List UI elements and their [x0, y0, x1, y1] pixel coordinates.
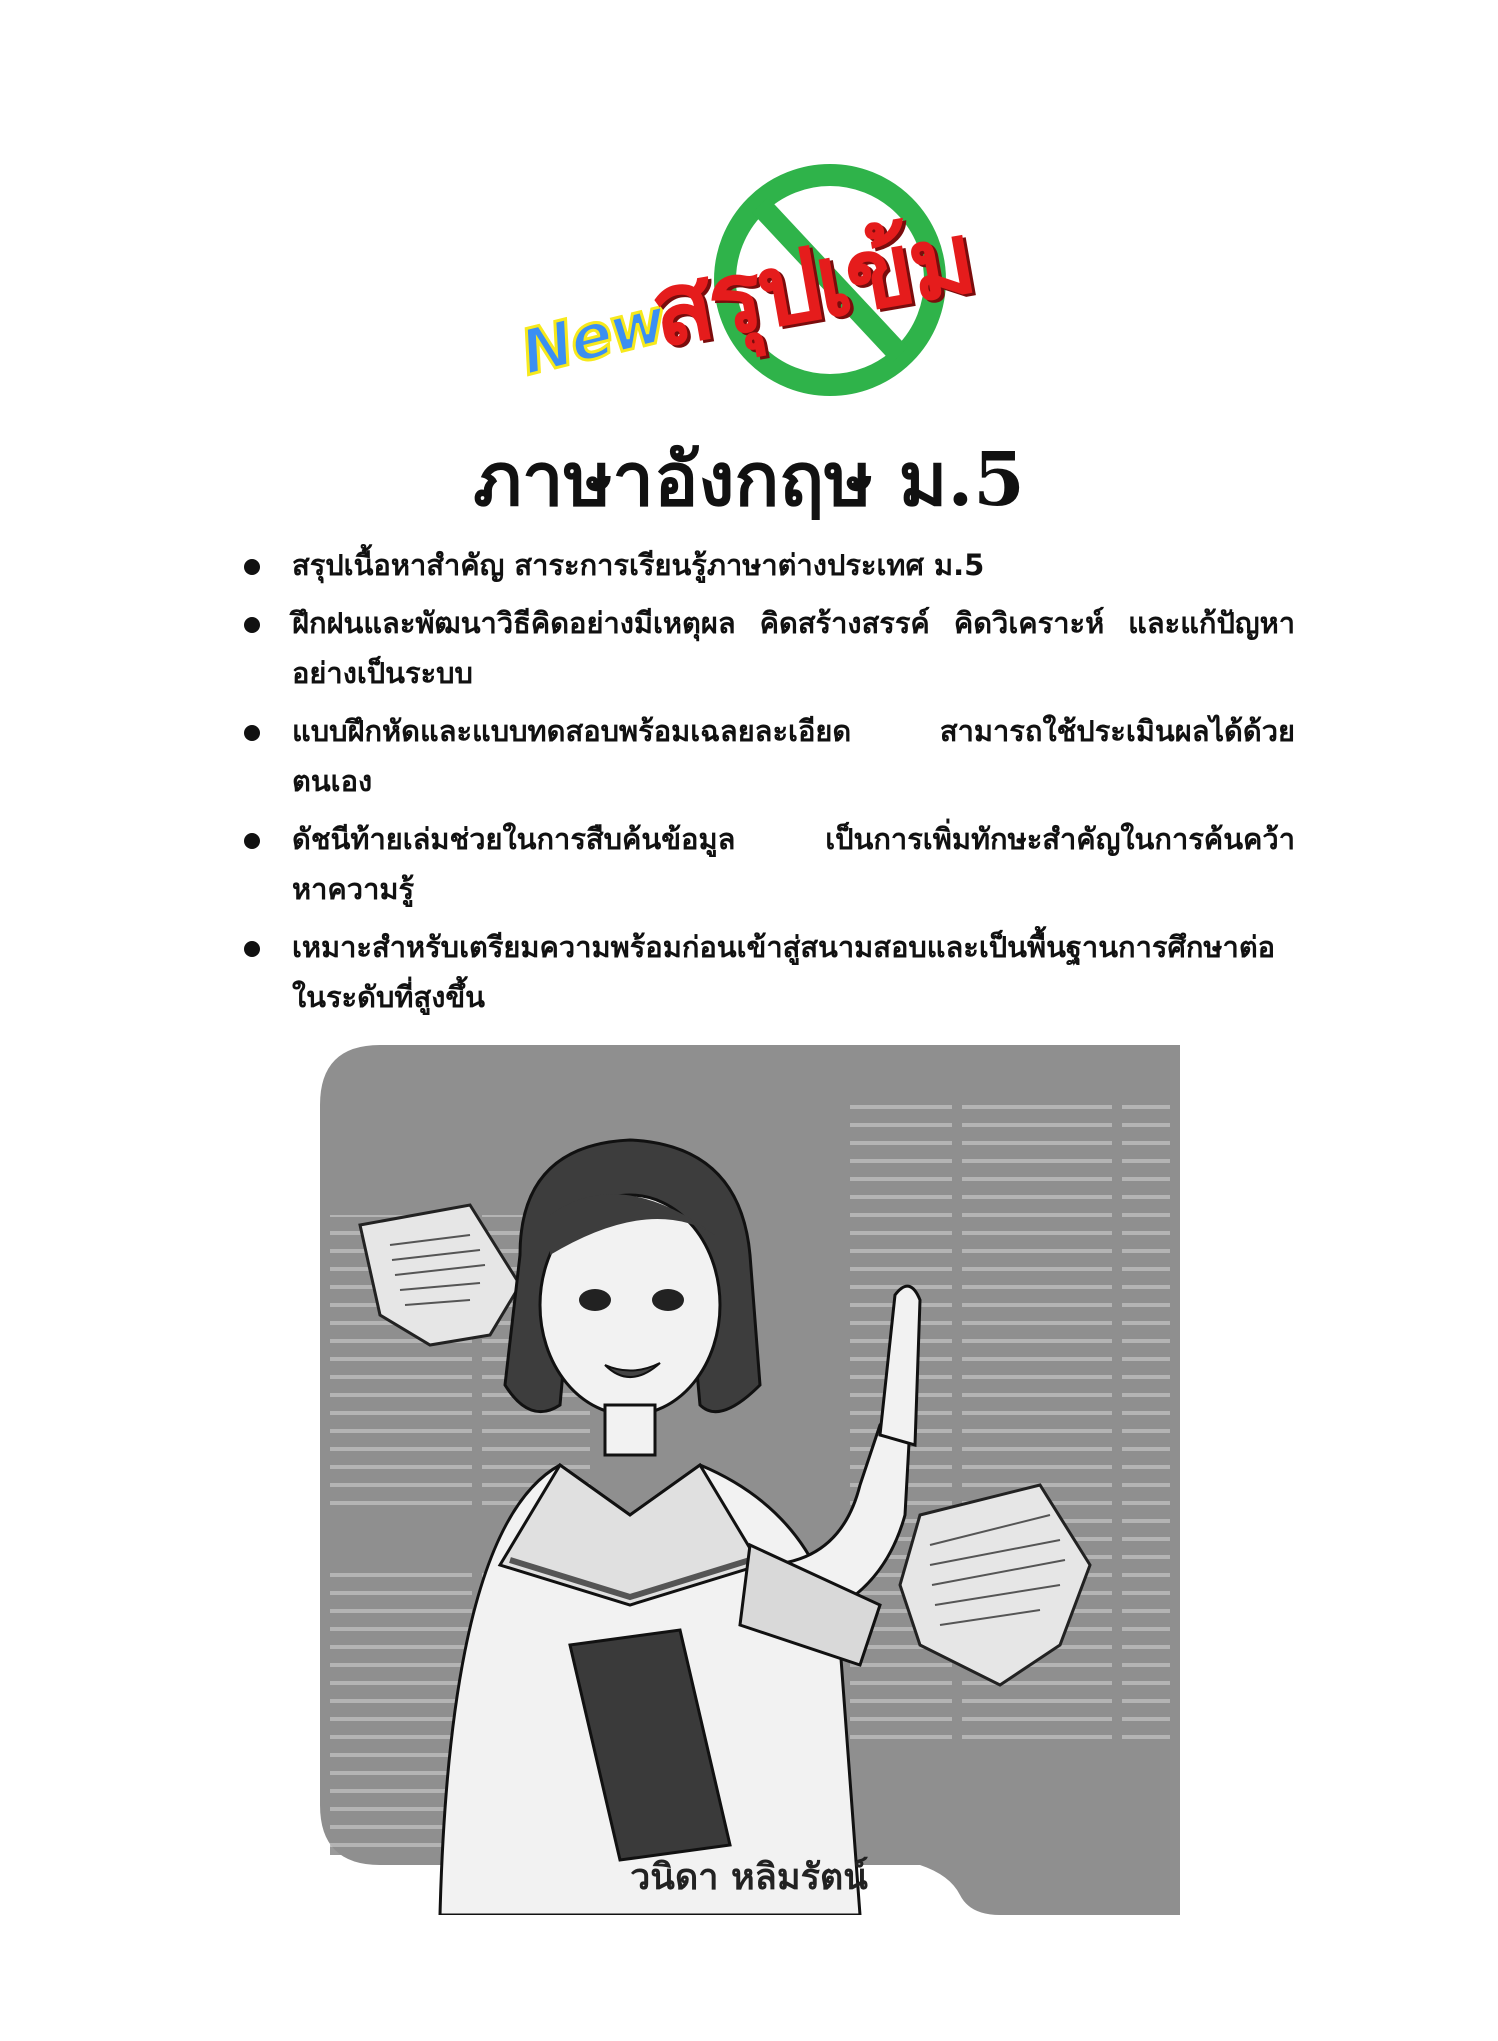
bullet-icon [244, 559, 260, 575]
bullet-icon [244, 941, 260, 957]
bullet-icon [244, 833, 260, 849]
cover-illustration [320, 1045, 1180, 1915]
feature-item [240, 598, 1295, 698]
feature-list [240, 540, 1295, 1030]
feature-item [240, 814, 1295, 914]
feature-text: ฝึกฝนและพัฒนาวิธีคิดอย่างมีเหตุผล คิดสร้างสรรค์ คิดวิเคราะห์ และแก้ปัญหาอย่างเป็นระบบ [292, 606, 1295, 690]
feature-text: แบบฝึกหัดและแบบทดสอบพร้อมเฉลยละเอียด สามารถใช้ประเมินผลได้ด้วยตนเอง [292, 714, 1295, 798]
student-newspaper-illustration [320, 1045, 1180, 1915]
logo-new-label: New [513, 283, 672, 390]
feature-text: สรุปเนื้อหาสำคัญ สาระการเรียนรู้ภาษาต่างประเทศ ม.5 [292, 548, 985, 582]
bullet-icon [244, 617, 260, 633]
feature-item [240, 540, 1295, 590]
feature-item [240, 922, 1295, 1022]
feature-text: เหมาะสำหรับเตรียมความพร้อมก่อนเข้าสู่สนามสอบและเป็นพื้นฐานการศึกษาต่อในระดับที่สูงขึ้น [292, 930, 1276, 1014]
feature-item [240, 706, 1295, 806]
book-title: ภาษาอังกฤษ ม.5 [473, 437, 1025, 523]
author-name: วนิดา หลิมรัตน์ [630, 1856, 868, 1898]
feature-text: ดัชนีท้ายเล่มช่วยในการสืบค้นข้อมูล เป็นการเพิ่มทักษะสำคัญในการค้นคว้าหาความรู้ [292, 822, 1295, 906]
series-logo [500, 150, 1000, 410]
bullet-icon [244, 725, 260, 741]
logo-main-label: สรุปเข้ม [642, 198, 981, 371]
